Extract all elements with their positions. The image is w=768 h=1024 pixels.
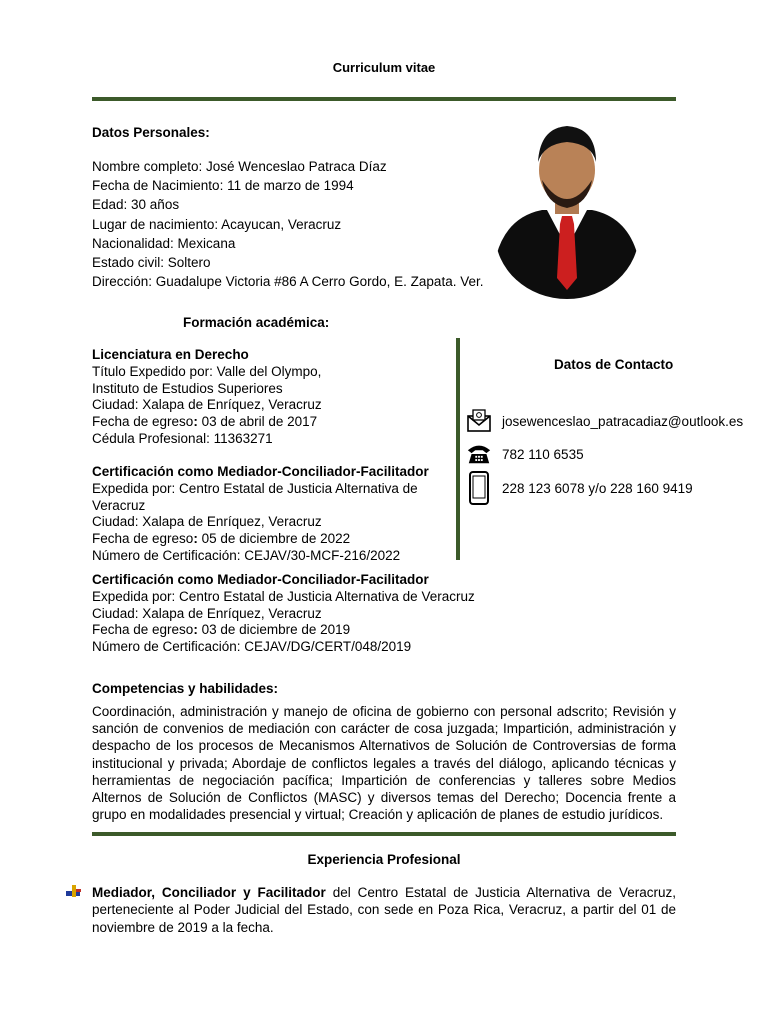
- degree-line: Título Expedido por: Valle del Olympo,: [92, 363, 322, 379]
- personal-line: Edad: 30 años: [92, 197, 180, 213]
- personal-line: Nacionalidad: Mexicana: [92, 235, 236, 251]
- degree-line: Instituto de Estudios Superiores: [92, 380, 283, 396]
- cert2-line: Expedida por: Centro Estatal de Justicia Alternativa de Veracruz: [92, 588, 475, 604]
- mobile-phone-icon: [466, 475, 492, 501]
- contact-phone-row: [466, 437, 584, 471]
- title-divider: [92, 97, 676, 101]
- cert2-block: [92, 572, 492, 656]
- cert1-grad: Fecha de egreso: 05 de diciembre de 2022: [92, 531, 351, 547]
- personal-details: [92, 157, 492, 291]
- cert2-line: Ciudad: Xalapa de Enríquez, Veracruz: [92, 605, 322, 621]
- experience-role: Mediador, Conciliador y Facilitador: [92, 885, 326, 900]
- cert2-title: Certificación como Mediador-Conciliador-Facilitador: [92, 572, 429, 587]
- grad-value: 03 de diciembre de 2019: [197, 622, 351, 638]
- contact-mobile-row: [466, 471, 693, 505]
- profile-photo: [492, 118, 642, 300]
- contact-email-row: [466, 404, 743, 438]
- cert1-line: Número de Certificación: CEJAV/30-MCF-216/2022: [92, 547, 401, 563]
- grad-value: 03 de abril de 2017: [197, 414, 318, 430]
- degree-line: Cédula Profesional: 11363271: [92, 430, 273, 446]
- degree-title: Licenciatura en Derecho: [92, 347, 249, 362]
- cert1-line: Expedida por: Centro Estatal de Justicia Alternativa de Veracruz: [92, 480, 418, 513]
- degree-grad: Fecha de egreso: 03 de abril de 2017: [92, 414, 318, 430]
- page-title: Curriculum vitae: [332, 60, 436, 75]
- envelope-icon: [466, 408, 492, 434]
- skills-text: Coordinación, administración y manejo de oficina de gobierno con personal adscrito; Revisión y sanción de convenios de mediación con carácter de cosa juzgada; Impartición, administración y despacho de los procesos de Mecanismos Alternativos de Solución de Controversias de forma institucional y privada; Abordaje de conflictos legales a través del diálogo, aplicando técnicas y herramientas de negociación pacífica; Impartición de conferencias y talleres sobre Medios Alternos de Solución de Conflictos (MASC) y diversos temas del Derecho; Docencia frente a grupo en modalidades presencial y virtual; Creación y aplicación de planes de estudio jurídicos.: [92, 704, 676, 823]
- personal-line: Fecha de Nacimiento: 11 de marzo de 1994: [92, 178, 354, 194]
- experience-item: [92, 884, 676, 936]
- contact-email[interactable]: josewenceslao_patracadiaz@outlook.es: [502, 413, 744, 429]
- contact-mobile[interactable]: 228 123 6078 y/o 228 160 9419: [502, 480, 693, 496]
- cert1-block: [92, 464, 456, 565]
- personal-heading: Datos Personales:: [92, 125, 210, 140]
- personal-line: Estado civil: Soltero: [92, 255, 211, 271]
- grad-label: Fecha de egreso: [92, 531, 194, 547]
- column-divider: [456, 338, 460, 560]
- cert2-grad: Fecha de egreso: 03 de diciembre de 2019: [92, 622, 351, 638]
- cert1-line: Ciudad: Xalapa de Enríquez, Veracruz: [92, 514, 322, 530]
- grad-label: Fecha de egreso: [92, 622, 194, 638]
- education-heading: Formación académica:: [183, 315, 330, 330]
- grad-label: Fecha de egreso: [92, 414, 194, 430]
- skills-heading: Competencias y habilidades:: [92, 681, 279, 696]
- degree-block: [92, 347, 452, 448]
- experience-text: del Centro Estatal de Justicia Alternativa de Veracruz, perteneciente al Poder Judicial del Estado, con sede en Poza Rica, Veracruz, a partir del 01 de noviembre de 2019 a la fecha.: [92, 885, 676, 935]
- grad-value: 05 de diciembre de 2022: [197, 531, 351, 547]
- personal-line: Nombre completo: José Wenceslao Patraca Díaz: [92, 159, 387, 174]
- contact-heading: Datos de Contacto: [554, 357, 674, 372]
- experience-heading: Experiencia Profesional: [307, 852, 461, 867]
- personal-line: Dirección: Guadalupe Victoria #86 A Cerro Gordo, E. Zapata. Ver.: [92, 274, 484, 290]
- degree-line: Ciudad: Xalapa de Enríquez, Veracruz: [92, 397, 322, 413]
- cert1-title: Certificación como Mediador-Conciliador-Facilitador: [92, 464, 429, 479]
- bullet-icon: [66, 883, 82, 899]
- personal-line: Lugar de nacimiento: Acayucan, Veracruz: [92, 216, 342, 232]
- contact-phone[interactable]: 782 110 6535: [502, 446, 584, 462]
- cert2-line: Número de Certificación: CEJAV/DG/CERT/048/2019: [92, 639, 412, 655]
- skills-divider: [92, 832, 676, 836]
- telephone-icon: [466, 441, 492, 467]
